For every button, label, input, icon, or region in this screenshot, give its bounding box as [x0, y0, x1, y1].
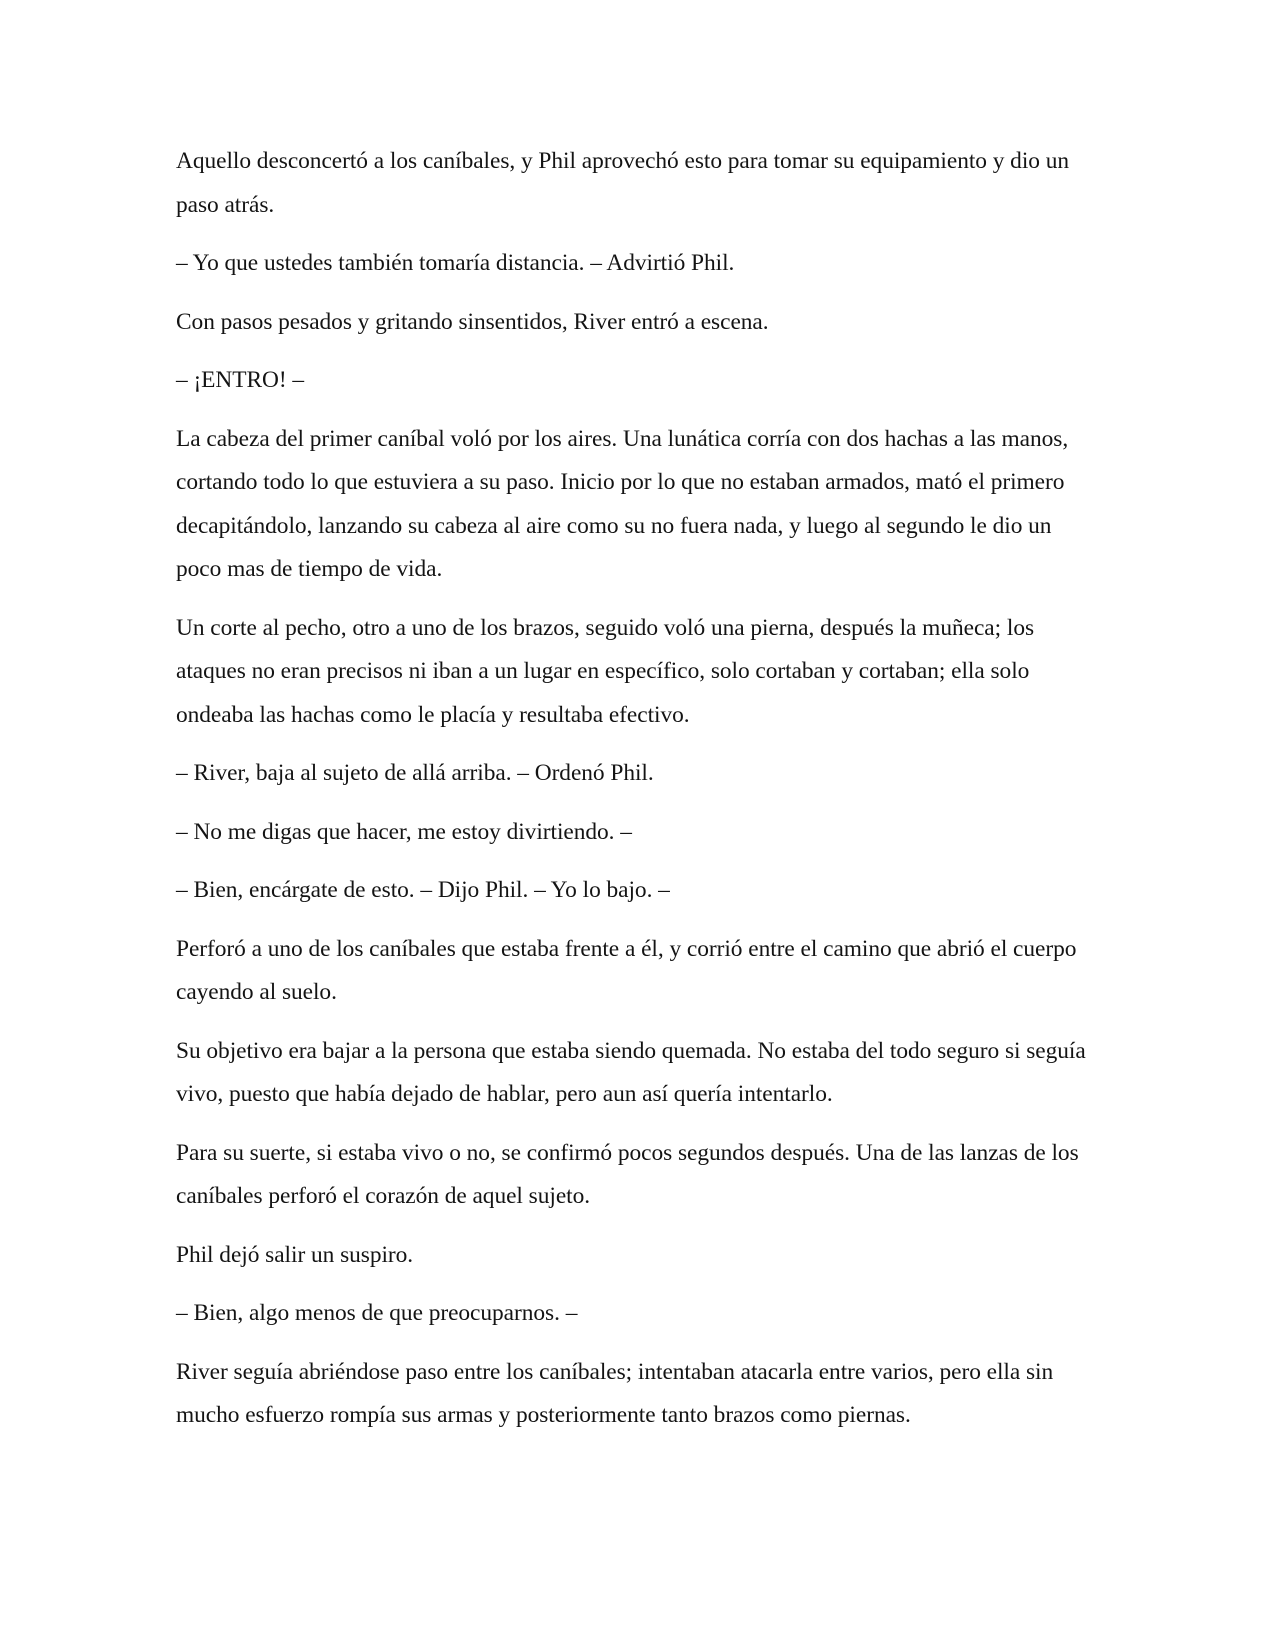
paragraph: Su objetivo era bajar a la persona que estaba siendo quemada. No estaba del todo seguro si seguía vivo, puesto que había dejado de hablar, pero aun así quería intentarlo.	[176, 1037, 1086, 1107]
paragraph: Para su suerte, si estaba vivo o no, se confirmó pocos segundos después. Una de las lanzas de los caníbales perforó el corazón de aquel sujeto.	[176, 1139, 1079, 1209]
dialogue-line: – ¡ENTRO! –	[176, 367, 305, 393]
paragraph: La cabeza del primer caníbal voló por los aires. Una lunática corría con dos hachas a las manos, cortando todo lo que estuviera a su paso. Inicio por lo que no estaban armados, mató el primero decapitándolo, lanzando su cabeza al aire como su no fuera nada, y luego al segundo le dio un poco mas de tiempo de vida.	[176, 425, 1069, 582]
paragraph: Un corte al pecho, otro a uno de los brazos, seguido voló una pierna, después la muñeca; los ataques no eran precisos ni iban a un lugar en específico, solo cortaban y cortaban; ella solo ondeaba las hachas como le placía y resultaba efectivo.	[176, 614, 1035, 728]
dialogue-line: – Bien, encárgate de esto. – Dijo Phil. – Yo lo bajo. –	[176, 877, 670, 903]
document-body	[176, 140, 1092, 1453]
dialogue-line: – Bien, algo menos de que preocuparnos. –	[176, 1300, 578, 1326]
dialogue-line: – No me digas que hacer, me estoy divirtiendo. –	[176, 818, 632, 845]
paragraph: Aquello desconcertó a los caníbales, y Phil aprovechó esto para tomar su equipamiento y dio un paso atrás.	[176, 148, 1069, 218]
paragraph: Phil dejó salir un suspiro.	[176, 1241, 414, 1268]
dialogue-line: – Yo que ustedes también tomaría distancia. – Advirtió Phil.	[176, 250, 735, 276]
dialogue-line: – River, baja al sujeto de allá arriba. – Ordenó Phil.	[176, 760, 654, 786]
paragraph: Con pasos pesados y gritando sinsentidos, River entró a escena.	[176, 308, 769, 335]
paragraph: Perforó a uno de los caníbales que estaba frente a él, y corrió entre el camino que abrió el cuerpo cayendo al suelo.	[176, 935, 1077, 1005]
paragraph: River seguía abriéndose paso entre los caníbales; intentaban atacarla entre varios, pero ella sin mucho esfuerzo rompía sus armas y posteriormente tanto brazos como piernas.	[176, 1358, 1054, 1428]
